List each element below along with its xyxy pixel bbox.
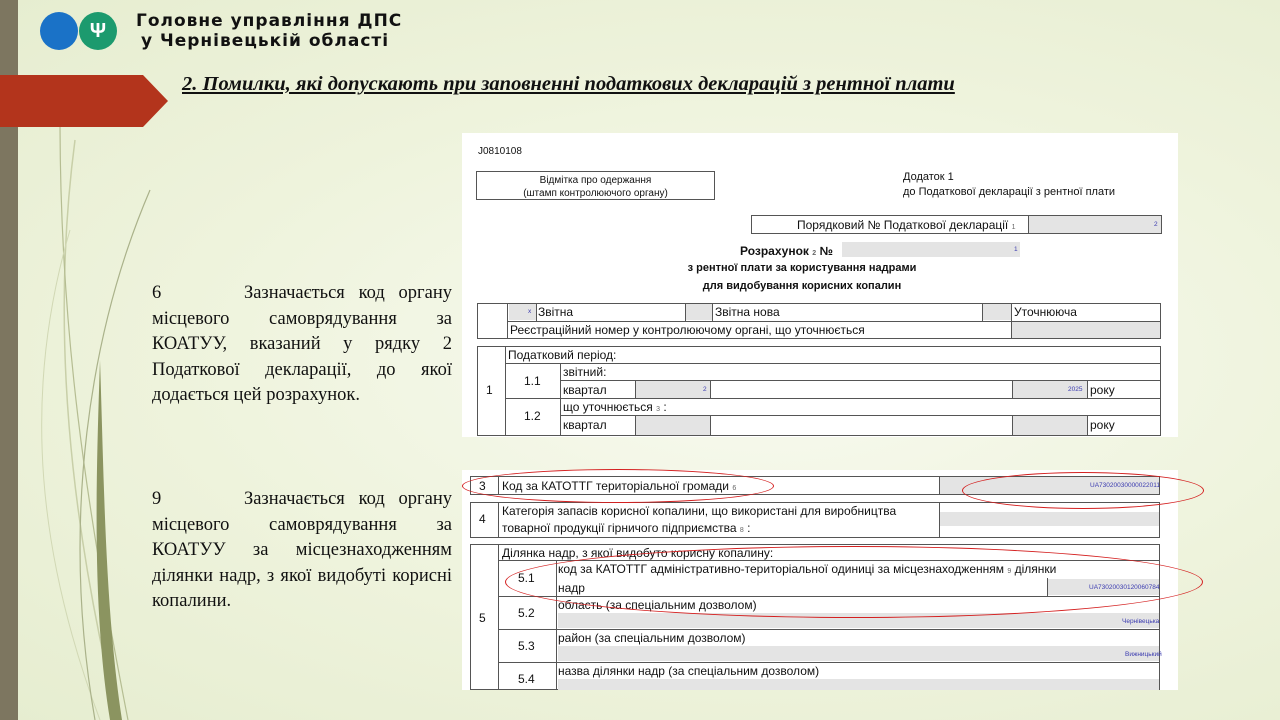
divider [498, 544, 499, 690]
plot-code-value: UA73020030120060784 [1089, 584, 1160, 591]
order-number-label: Порядковий № Податкової декларації 1 [797, 218, 1016, 232]
plot-name-field [558, 679, 1159, 690]
katottg-label: Код за КАТОТТГ територіальної громади 6 [502, 479, 737, 493]
calc-subtitle-1: з рентної плати за користування надрами [687, 262, 917, 274]
period-label: Податковий період: [508, 348, 617, 362]
divider [498, 629, 1160, 630]
quarter-label: квартал [563, 383, 607, 397]
row-number-1-1: 1.1 [524, 374, 541, 388]
calc-number-field [842, 242, 1020, 257]
quarter-field [636, 381, 710, 398]
footnote-6 [152, 281, 452, 409]
category-line2: товарної продукції гірничого підприємства 8 : [502, 521, 751, 535]
calc-title: Розрахунок 2 № [740, 244, 833, 258]
year-label-2: року [1090, 418, 1115, 432]
year-field-2 [1013, 416, 1087, 435]
footnote-9 [152, 487, 452, 615]
footnote-text: Зазначається код органу місцевого самоврядування за КОАТУУ, вказаний у рядку 2 Податкової декларації, до якої додається цей розрахунок. [152, 283, 453, 405]
type-new: Звітна нова [715, 305, 780, 319]
calc-number-value: 1 [1014, 246, 1018, 253]
row-number-1-2: 1.2 [524, 409, 541, 423]
district-value: Вижницький [1125, 651, 1162, 658]
row-number-3: 3 [479, 479, 486, 493]
stamp-line1: Відмітка про одержання [539, 175, 652, 186]
row-number-4: 4 [479, 512, 486, 526]
divider [505, 363, 1161, 364]
form-code: J0810108 [478, 146, 522, 157]
district-label: район (за спеціальним дозволом) [558, 631, 746, 645]
divider [498, 502, 499, 538]
divider [1028, 215, 1029, 234]
checkbox-reporting [509, 304, 536, 320]
divider [1087, 415, 1088, 436]
checkbox-mark: x [528, 308, 532, 315]
row-number-1: 1 [486, 383, 493, 397]
quarter-value: 2 [703, 386, 707, 393]
highlight-ellipse-katottg-label [462, 469, 774, 503]
footnote-number: 9 [152, 489, 162, 509]
org-title-line2: у Чернівецькій області [141, 31, 390, 51]
divider [498, 662, 1160, 663]
plot-code-line2: надр [558, 581, 585, 595]
katottg-value: UA73020030000022011 [1090, 482, 1161, 489]
form-screenshot-top [462, 133, 1178, 437]
row-number-5-4: 5.4 [518, 672, 535, 686]
plot-code-line1: код за КАТОТТГ адміністративно-територіальної одиниці за місцезнаходженням 9 ділянки [558, 562, 1057, 576]
stamp-line2: (штамп контролюючого органу) [523, 188, 668, 199]
divider [1087, 380, 1088, 398]
checkbox-new [686, 304, 712, 320]
plot-name-label: назва ділянки надр (за спеціальним дозволом) [558, 664, 820, 678]
checkbox-clarifying [983, 304, 1011, 320]
divider [560, 363, 561, 436]
type-clarifying: Уточнююча [1014, 305, 1077, 319]
divider [710, 380, 711, 398]
type-reporting: Звітна [538, 305, 574, 319]
order-number-value: 2 [1154, 221, 1158, 228]
divider [536, 303, 537, 321]
clarified-label: що уточнюється 3 : [563, 400, 667, 414]
footnote-text: Зазначається код органу місцевого самоврядування за КОАТУУ за місцезнаходженням ділянки надр, з якої видобуті корисні копалини. [152, 489, 453, 611]
row-number-5: 5 [479, 611, 486, 625]
row-number-5-1: 5.1 [518, 571, 535, 585]
row-number-5-3: 5.3 [518, 639, 535, 653]
row-number-5-2: 5.2 [518, 606, 535, 620]
section-heading: 2. Помилки, які допускають при заповненні податкових декларацій з рентної плати [182, 73, 955, 95]
org-title-line1: Головне управління ДПС [136, 11, 403, 31]
reporting-label: звітний: [563, 365, 607, 379]
appendix-line1: Додаток 1 [903, 171, 954, 183]
quarter-label-2: квартал [563, 418, 607, 432]
district-field [558, 646, 1159, 661]
logo-blue-circle [40, 12, 78, 50]
year-label: року [1090, 383, 1115, 397]
divider [505, 398, 1161, 399]
calc-subtitle-2: для видобування корисних копалин [702, 280, 902, 292]
highlight-ellipse-katottg-value [962, 472, 1204, 509]
divider [710, 415, 711, 436]
arrow-banner [0, 75, 168, 127]
divider [505, 346, 506, 436]
region-label: область (за спеціальним дозволом) [558, 598, 757, 612]
region-value: Чернівецька [1122, 618, 1160, 625]
footnote-number: 6 [152, 283, 162, 303]
category-line1: Категорія запасів корисної копалини, що використані для виробництва [502, 504, 897, 518]
year-value: 2025 [1068, 386, 1083, 393]
trident-emblem-icon: Ψ [79, 12, 117, 50]
quarter-field-2 [636, 416, 710, 435]
category-field [940, 512, 1159, 526]
appendix-line2: до Податкової декларації з рентної плати [903, 186, 1115, 198]
reg-number-label: Реєстраційний номер у контролюючому органі, що уточнюється [510, 323, 865, 337]
divider [712, 303, 713, 321]
highlight-ellipse-plot-code [505, 546, 1203, 618]
plot-label: Ділянка надр, з якої видобуто корисну копалину: [502, 546, 774, 560]
reg-number-field [1012, 322, 1160, 338]
order-number-field [1029, 216, 1161, 233]
